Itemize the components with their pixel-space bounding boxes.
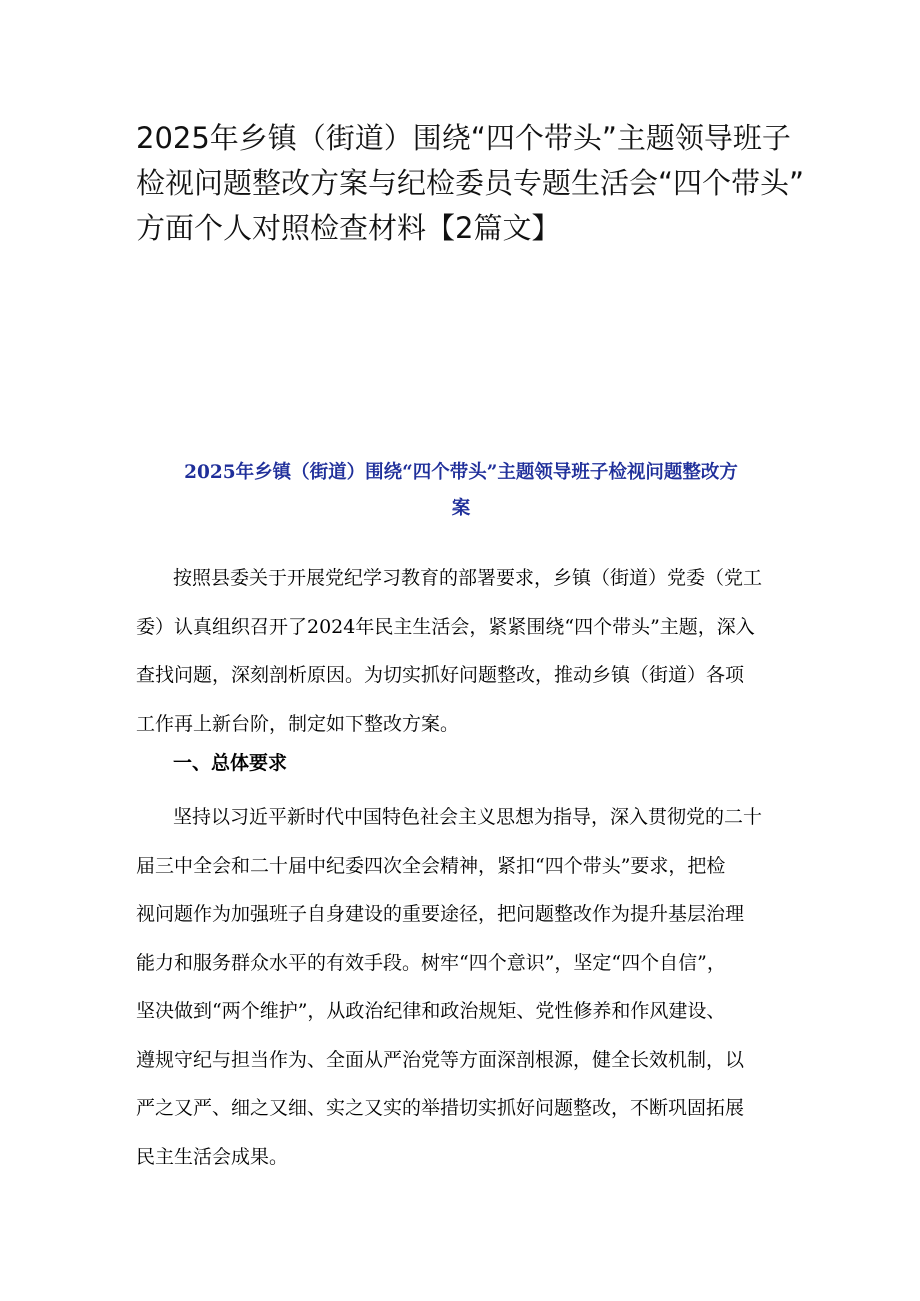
- paragraph-line: 委）认真组织召开了2024年民主生活会，紧紧围绕“四个带头”主题，深入: [136, 615, 755, 638]
- paragraph-line: 按照县委关于开展党纪学习教育的部署要求，乡镇（街道）党委（党工: [173, 567, 763, 589]
- main-title: [136, 116, 805, 251]
- main-title-line: 检视问题整改方案与纪检委员专题生活会“四个带头”: [136, 166, 805, 200]
- paragraph-line: 查找问题，深刻剖析原因。为切实抓好问题整改，推动乡镇（街道）各项: [136, 664, 745, 686]
- paragraph-line: 坚决做到“两个维护”，从政治纪律和政治规矩、党性修养和作风建设、: [136, 1000, 726, 1022]
- paragraph-line: 严之又严、细之又细、实之又实的举措切实抓好问题整改，不断巩固拓展: [136, 1097, 745, 1119]
- paragraph-line: 坚持以习近平新时代中国特色社会主义思想为指导，深入贯彻党的二十: [173, 806, 763, 828]
- heading-general-requirements: 一、总体要求: [173, 752, 288, 774]
- main-title-line: 方面个人对照检查材料【2篇文】: [136, 211, 561, 245]
- paragraph-line: 民主生活会成果。: [136, 1145, 289, 1168]
- section-title-line: 2025年乡镇（街道）围绕“四个带头”主题领导班子检视问题整改方: [184, 462, 738, 483]
- main-title-line: 2025年乡镇（街道）围绕“四个带头”主题领导班子: [136, 121, 791, 155]
- intro-paragraph: [136, 554, 786, 748]
- section-title: [136, 455, 786, 527]
- paragraph-line: 视问题作为加强班子自身建设的重要途径，把问题整改作为提升基层治理: [136, 903, 745, 925]
- general-requirements-paragraph: [136, 793, 786, 1181]
- paragraph-line: 届三中全会和二十届中纪委四次全会精神，紧扣“四个带头”要求，把检: [136, 854, 726, 877]
- paragraph-line: 能力和服务群众水平的有效手段。树牢“四个意识”，坚定“四个自信”，: [136, 951, 726, 974]
- paragraph-line: 工作再上新台阶，制定如下整改方案。: [136, 712, 460, 735]
- paragraph-line: 遵规守纪与担当作为、全面从严治党等方面深剖根源，健全长效机制，以: [136, 1048, 745, 1071]
- section-title-line: 案: [451, 498, 471, 519]
